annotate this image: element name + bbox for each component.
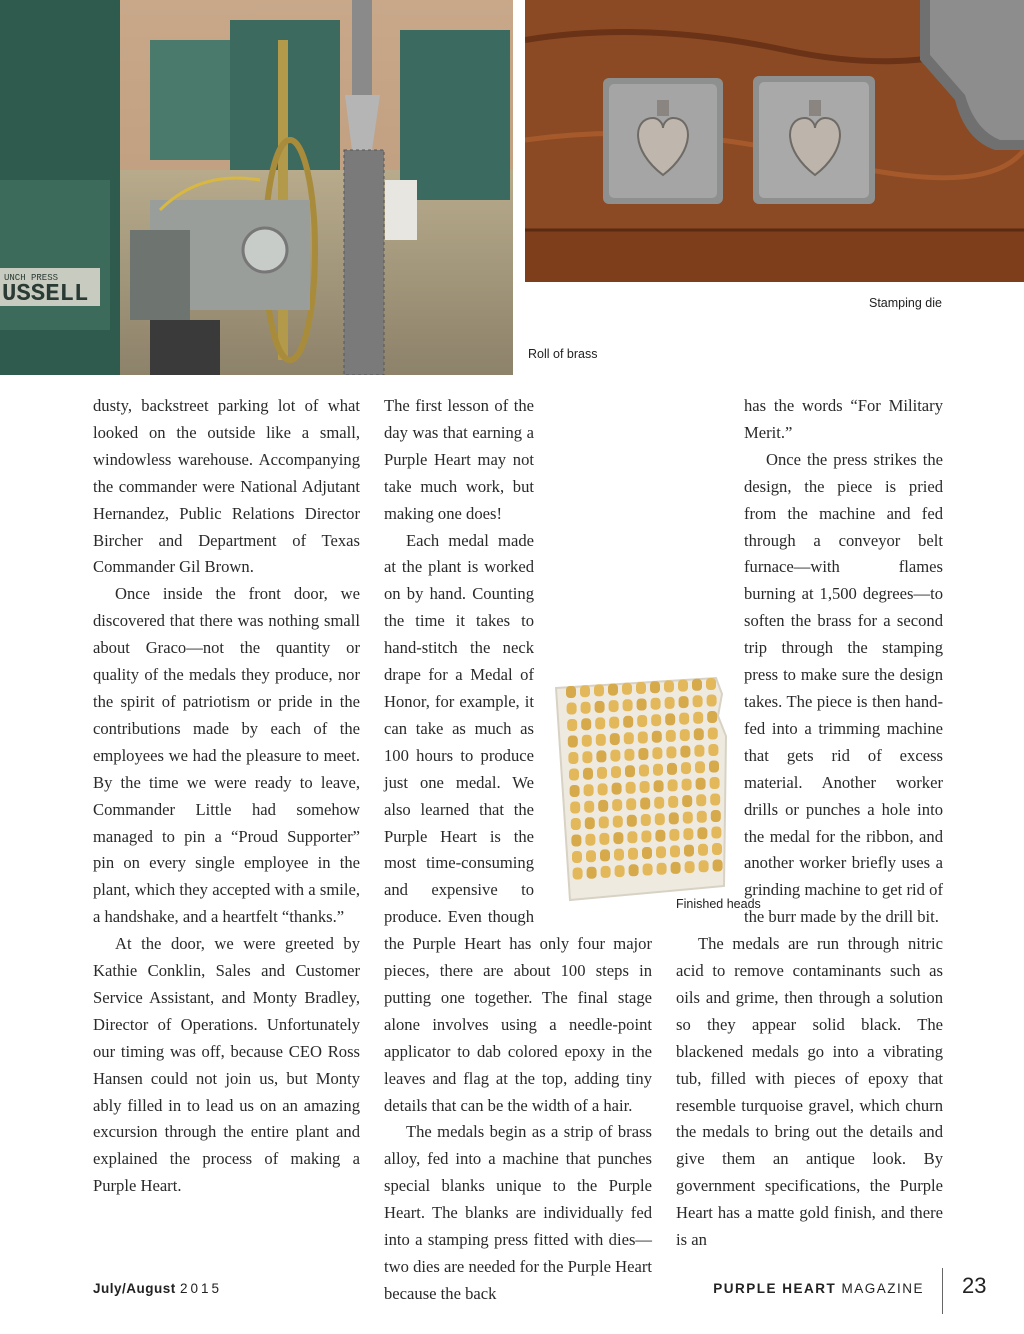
medal-head — [652, 731, 662, 743]
left-paragraph-2: Once inside the front door, we discovered that there was nothing small about Graco—not the quantity or quality of the medals they produce, nor the spirit of patriotism or pride in the contributions made by each of the employees we had the pleasure to meet. By the time we were ready to leave, Commander Little had somehow managed to pin a “Proud Supporter” pin on every single employee in the plant, which they accepted with a smile, a handshake, and a heartfelt “thanks.” — [93, 584, 360, 927]
medal-head — [710, 794, 720, 806]
medal-head — [670, 845, 680, 857]
medal-head — [685, 861, 695, 873]
medal-head — [572, 851, 582, 863]
medal-head — [570, 802, 580, 814]
magazine-name — [713, 1281, 924, 1296]
medal-head — [629, 864, 639, 876]
middle-paragraph-1: The first lesson of the day was that earning a Purple Heart may not take much work, but making one does! — [384, 396, 534, 523]
medal-head — [595, 701, 605, 713]
medal-head — [609, 717, 619, 729]
medal-head — [638, 748, 648, 760]
medal-head — [585, 834, 595, 846]
medal-head — [613, 832, 623, 844]
medal-head — [706, 678, 716, 690]
medal-head — [713, 860, 723, 872]
medal-head — [638, 732, 648, 744]
medal-head — [599, 833, 609, 845]
medal-head — [684, 845, 694, 857]
medal-head — [665, 713, 675, 725]
medal-head — [622, 683, 632, 695]
footer-divider — [942, 1268, 943, 1314]
medal-head — [596, 750, 606, 762]
medal-head — [668, 796, 678, 808]
middle-paragraph-2: Each medal made at the plant is worked on by hand. Counting the time it takes to hand-stitch the neck drape for a Medal of Honor, for example, it can take as much as 100 hours to produce just one medal. We also learned that the Purple Heart is the most time-consuming and expensive to produce. Even though the Purple Heart has only four major pieces, there are about 100 steps in putting one together. The final stage alone involves using a needle-point applicator to dab colored epoxy in the leaves and flag at the top, adding tiny details that can be the width of a hair. — [384, 530, 652, 1115]
medal-head — [664, 680, 674, 692]
right-paragraph-1: has the words “For Military Merit.” — [744, 396, 943, 442]
medal-head — [639, 765, 649, 777]
medal-head — [709, 761, 719, 773]
magazine-name-rest: MAGAZINE — [841, 1281, 924, 1296]
medal-head — [628, 848, 638, 860]
medal-head — [692, 679, 702, 691]
medal-head — [697, 811, 707, 823]
medal-head — [615, 865, 625, 877]
medal-head — [585, 817, 595, 829]
magazine-name-bold: PURPLE HEART — [713, 1281, 837, 1296]
medal-head — [568, 752, 578, 764]
medal-head — [711, 827, 721, 839]
medal-head — [598, 800, 608, 812]
issue-month: July/August — [93, 1281, 176, 1296]
medal-head — [693, 695, 703, 707]
medal-head — [666, 730, 676, 742]
issue-date — [93, 1281, 222, 1296]
medal-head — [655, 813, 665, 825]
medal-head — [656, 846, 666, 858]
medal-head — [680, 729, 690, 741]
medal-head — [624, 749, 634, 761]
medal-head — [625, 765, 635, 777]
die-illustration — [525, 0, 1024, 282]
medal-head — [584, 784, 594, 796]
medal-head — [699, 860, 709, 872]
medal-head — [651, 714, 661, 726]
medal-head — [623, 699, 633, 711]
medal-head — [568, 736, 578, 748]
stamping-die-photo — [525, 0, 1024, 282]
medal-head — [697, 827, 707, 839]
medal-head — [695, 761, 705, 773]
medal-head — [609, 700, 619, 712]
medal-head — [580, 685, 590, 697]
medal-head — [581, 702, 591, 714]
medal-head — [627, 831, 637, 843]
medal-head — [566, 686, 576, 698]
medal-head — [567, 703, 577, 715]
medal-head — [665, 697, 675, 709]
medal-head — [583, 768, 593, 780]
medal-head — [667, 763, 677, 775]
tray-illustration — [548, 676, 744, 906]
medal-head — [708, 744, 718, 756]
medal-head — [671, 862, 681, 874]
medal-head — [707, 695, 717, 707]
press-lettering: USSELL — [2, 281, 89, 308]
medal-head — [594, 684, 604, 696]
medal-head — [642, 847, 652, 859]
medal-head — [678, 680, 688, 692]
medal-head — [581, 718, 591, 730]
medal-head — [707, 711, 717, 723]
medal-head — [584, 801, 594, 813]
medal-head — [571, 835, 581, 847]
medal-head — [599, 816, 609, 828]
medal-head — [637, 699, 647, 711]
medal-head — [683, 828, 693, 840]
medal-head — [598, 783, 608, 795]
medal-head — [696, 778, 706, 790]
medal-head — [582, 735, 592, 747]
article-column-left — [93, 393, 360, 1200]
medal-head — [637, 715, 647, 727]
roll-of-brass-caption: Roll of brass — [528, 347, 598, 361]
medal-head — [712, 843, 722, 855]
medal-head — [567, 719, 577, 731]
medal-head — [652, 747, 662, 759]
medal-head — [682, 795, 692, 807]
medal-head — [608, 684, 618, 696]
medal-head — [651, 698, 661, 710]
medal-head — [573, 868, 583, 880]
finished-heads-caption: Finished heads — [676, 897, 761, 911]
medal-head — [582, 751, 592, 763]
medal-head — [668, 779, 678, 791]
medal-head — [627, 815, 637, 827]
medal-head — [640, 781, 650, 793]
medal-head — [623, 716, 633, 728]
medal-head — [654, 780, 664, 792]
roll-of-brass-photo — [0, 0, 513, 375]
medal-head — [610, 750, 620, 762]
right-paragraph-2: Once the press strikes the design, the piece is pried from the machine and fed through a conveyor belt furnace—with flames burning at 1,500 degrees—to soften the brass for a second trip through the stamping press to make sure the design takes. The piece is then hand-fed into a trimming machine that gets rid of excess material. Another worker drills or punches a hole into the medal for the ribbon, and another worker briefly uses a grinding machine to get rid of the burr made by the drill bit. — [744, 449, 943, 927]
middle-paragraph-3: The medals begin as a strip of brass alloy, fed into a machine that punches special blanks unique to the Purple Heart. The blanks are individually fed into a stamping press fitted with dies—two dies are needed for the Purple Heart because the back — [384, 1122, 652, 1303]
medal-head — [601, 866, 611, 878]
medal-head — [624, 732, 634, 744]
medal-head — [679, 713, 689, 725]
finished-heads-photo — [548, 676, 744, 906]
medal-head — [696, 794, 706, 806]
stamping-die-caption: Stamping die — [869, 296, 942, 310]
left-paragraph-3: At the door, we were greeted by Kathie Conklin, Sales and Customer Service Assistant, and Monty Bradley, Director of Operations. Unfortunately our timing was off, because CEO Ross Hansen could not join us, but Monty ably filled in to lead us on an amazing excursion through the entire plant and explained the process of making a Purple Heart. — [93, 934, 360, 1196]
medal-head — [610, 733, 620, 745]
medal-head — [694, 728, 704, 740]
medal-head — [595, 717, 605, 729]
medal-head — [626, 782, 636, 794]
medal-head — [683, 812, 693, 824]
medal-head — [657, 863, 667, 875]
medal-head — [655, 830, 665, 842]
medal-head — [612, 783, 622, 795]
medal-head — [570, 785, 580, 797]
medal-head — [586, 850, 596, 862]
medal-head — [587, 867, 597, 879]
medal-head — [682, 779, 692, 791]
medal-head — [708, 728, 718, 740]
medal-head — [669, 829, 679, 841]
page-number: 23 — [962, 1273, 987, 1298]
medal-head — [640, 798, 650, 810]
medal-head — [693, 712, 703, 724]
medal-head — [680, 746, 690, 758]
press-small-lettering: UNCH PRESS — [4, 273, 59, 283]
medal-head — [597, 767, 607, 779]
medal-head — [669, 812, 679, 824]
medal-head — [614, 849, 624, 861]
medal-head — [694, 745, 704, 757]
medal-head — [641, 814, 651, 826]
left-paragraph-1: dusty, backstreet parking lot of what looked on the outside like a small, windowless warehouse. Accompanying the commander were National Adjutant Hernandez, Public Relations Director Bircher and Department of Texas Commander Gil Brown. — [93, 396, 360, 577]
medal-head — [666, 746, 676, 758]
medal-head — [710, 777, 720, 789]
medal-head — [653, 764, 663, 776]
medal-head — [654, 797, 664, 809]
medal-head — [698, 844, 708, 856]
medal-head — [711, 810, 721, 822]
medal-head — [613, 816, 623, 828]
medal-head — [571, 818, 581, 830]
medal-head — [636, 682, 646, 694]
medal-head — [641, 831, 651, 843]
press-illustration — [0, 0, 513, 375]
medal-head — [679, 696, 689, 708]
medal-head — [612, 799, 622, 811]
issue-year: 2015 — [180, 1281, 223, 1296]
medal-head — [626, 798, 636, 810]
medal-head — [643, 864, 653, 876]
right-paragraph-3: The medals are run through nitric acid to remove contaminants such as oils and grime, then through a solution so they appear solid black. The blackened medals go into a vibrating tub, filled with pieces of epoxy that resemble turquoise gravel, which churn the medals to bring out the details and give them an antique look. By government specifications, the Purple Heart has a matte gold finish, and there is an — [676, 934, 943, 1250]
medal-head — [681, 762, 691, 774]
medal-head — [600, 849, 610, 861]
medal-head — [650, 681, 660, 693]
medal-head — [596, 734, 606, 746]
medal-head — [569, 769, 579, 781]
medal-head — [611, 766, 621, 778]
